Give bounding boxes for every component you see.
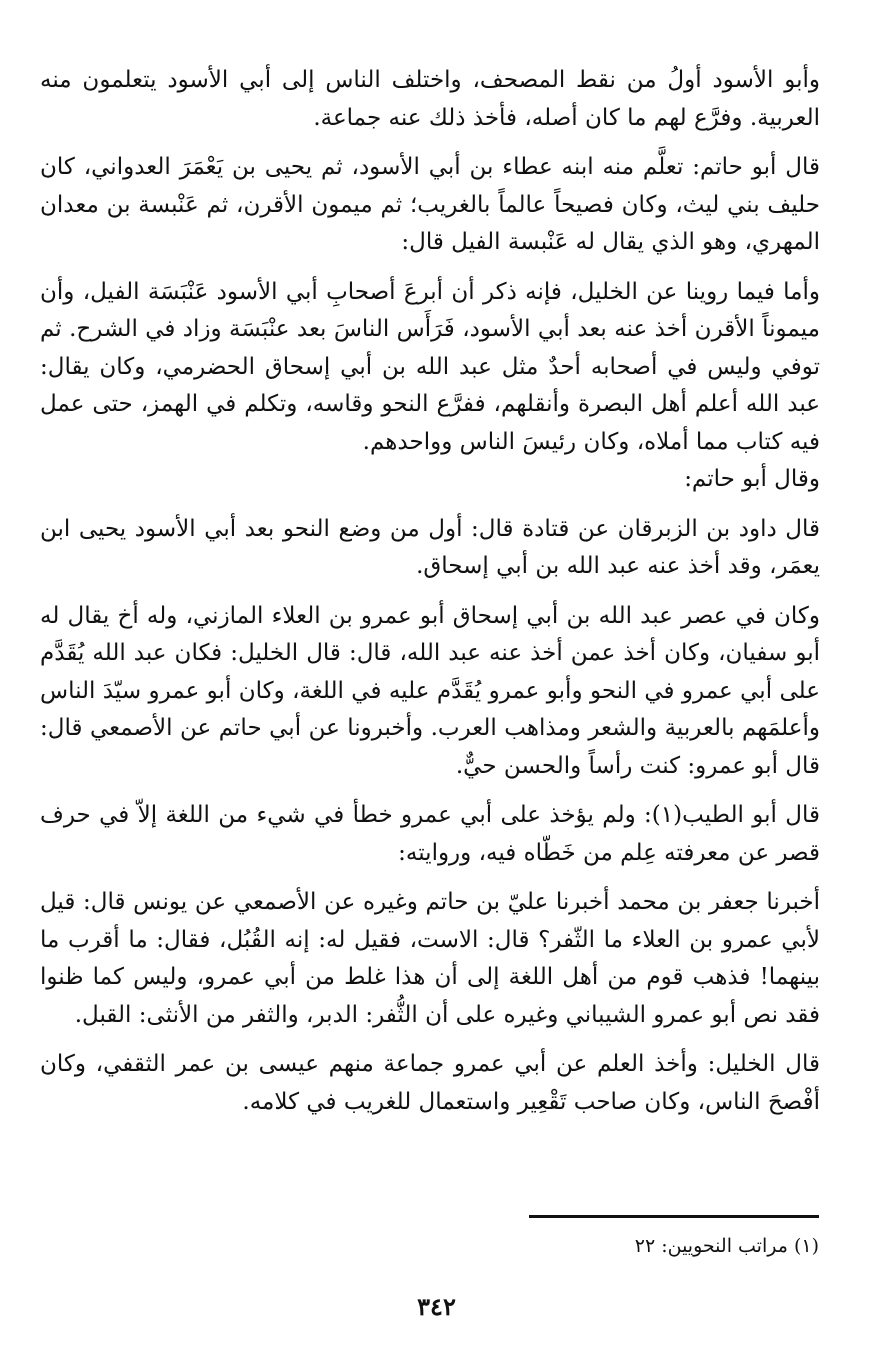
paragraph-1: وأبو الأسود أولُ من نقط المصحف، واختلف الناس إلى أبي الأسود يتعلمون منه العربية. وفرَّع لهم ما كان أصله، فأخذ ذلك عنه جماعة. — [40, 67, 820, 131]
footnote: (١) مراتب النحويين: ٢٢ — [634, 1235, 819, 1257]
paragraph-8: أخبرنا جعفر بن محمد أخبرنا عليّ بن حاتم وغيره عن الأصمعي عن يونس قال: قيل لأبي عمرو بن العلاء ما الثّفر؟ قال: الاست، فقيل له: إنه القُبُل، فقال: ما أقرب ما بينهما! فذهب قوم من أهل اللغة إلى أن هذا غلط من أبي عمرو، وليس كما ظنوا فقد نص أبو عمرو الشيباني وغيره على أن الثُّفر: الدبر، والثفر من الأنثى: القبل. — [40, 889, 820, 1028]
paragraph-9: قال الخليل: وأخذ العلم عن أبي عمرو جماعة منهم عيسى بن عمر الثقفي، وكان أفْصحَ الناس، وكان صاحب تَقْعِير واستعمال للغريب في كلامه. — [40, 1051, 820, 1115]
paragraph-4: وقال أبو حاتم: — [684, 466, 820, 492]
paragraph-3: وأما فيما روينا عن الخليل، فإنه ذكر أن أبرعَ أصحابِ أبي الأسود عَنْبَسَة الفيل، وأن ميموناً الأقرن أخذ عنه بعد أبي الأسود، فَرَأَس الناسَ بعد عنْبَسَة وزاد في الشرح. ثم توفي وليس في أصحابه أحدٌ مثل عبد الله بن أبي إسحاق الحضرمي، وكان يقال: عبد الله أعلم أهل البصرة وأنقلهم، ففرَّع النحو وقاسه، وتكلم في الهمز، حتى عمل فيه كتاب مما أملاه، وكان رئيسَ الناس وواحدهم. — [40, 278, 820, 455]
paragraph-6: وكان في عصر عبد الله بن أبي إسحاق أبو عمرو بن العلاء المازني، وله أخ يقال له أبو سفيان، وكان أخذ عمن أخذ عنه عبد الله، قال: قال الخليل: فكان عبد الله يُقَدَّم على أبي عمرو في النحو وأبو عمرو يُقَدَّم عليه في اللغة، وكان أبو عمرو سيّدَ الناس وأعلمَهم بالعربية والشعر ومذاهب العرب. وأخبرونا عن أبي حاتم عن الأصمعي قال: قال أبو عمرو: كنت رأساً والحسن حيٌّ. — [40, 602, 820, 779]
paragraph-2: قال أبو حاتم: تعلَّم منه ابنه عطاء بن أبي الأسود، ثم يحيى بن يَعْمَرَ العدواني، كان حليف بني ليث، وكان فصيحاً عالماً بالغريب؛ ثم ميمون الأقرن، ثم عَنْبسة بن معدان المهري، وهو الذي يقال له عَنْبسة الفيل قال: — [40, 154, 820, 255]
page-body — [40, 62, 820, 1121]
paragraph-7: قال أبو الطيب(١): ولم يؤخذ على أبي عمرو خطأ في شيء من اللغة إلاّ في حرف قصر عن معرفته عِلم من خَطّاه فيه، وروايته: — [40, 802, 820, 866]
paragraph-5: قال داود بن الزبرقان عن قتادة قال: أول من وضع النحو بعد أبي الأسود يحيى ابن يعمَر، وقد أخذ عنه عبد الله بن أبي إسحاق. — [40, 515, 820, 579]
footnote-divider — [529, 1215, 819, 1218]
page-number: ٣٤٢ — [417, 1292, 456, 1321]
